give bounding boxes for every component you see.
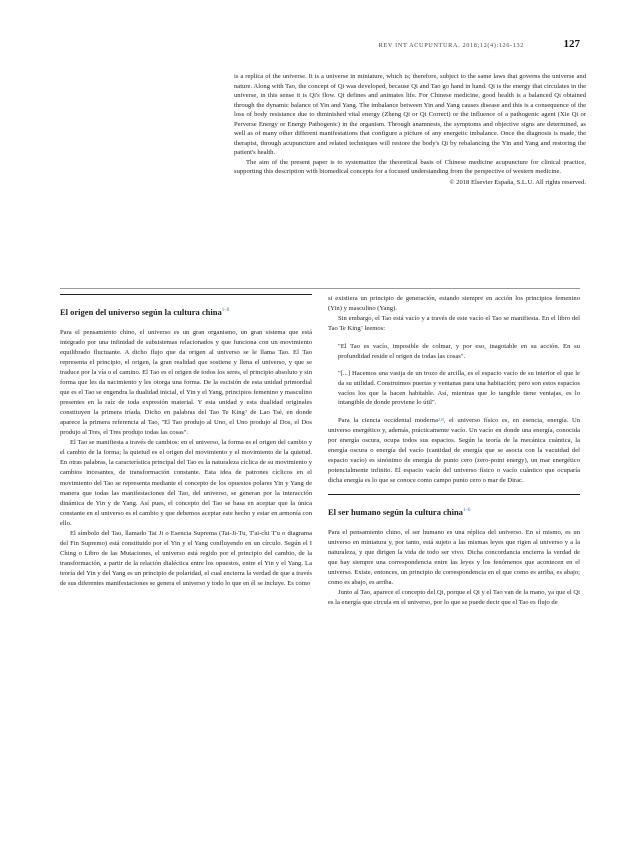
body-paragraph: El símbolo del Tao, llamado Tai Ji o Esencia Suprema (Tai-Ji-Tu, T'ai-chi T'u o diagrama del Fin Supremo) está constituido por el Yin y el Yang confluyendo en un círculo. Según el I Ching o Libro de las Mutaciones, el universo está regido por el principio del cambio, de la transformación, a partir de la relación dialéctica entre los opuestos, entre el Yin y el Yang. La teoría del Yin y del Yang es un principio de polaridad, el cual encierra la verdad de que a través de sus diferentes manifestaciones se genera el universo y todo lo que en él se incluye. Es como <box>60 529 312 587</box>
journal-citation: REV INT ACUPUNTURA. 2018;12(4):126-132 <box>378 42 524 49</box>
body-paragraph: Para la ciencia occidental moderna$^{2,8}$, el universo físico es, en esencia, energía. Un universo energético y, además, prácticamente vacío. Un vacío en donde una energía, conocida por energía oscura, ocupa todos sus espacios. Según la teoría de la mecánica cuántica, la energía oscura o energía del vacío (cantidad de energía que se asocia con la vacuidad del espacio vacío) es sinónimo de energía de punto cero (zero-point energy), un mar energético potencialmente infinito. El espacio vacío del universo físico o vacío cuántico que ocuparía dicha energía es lo que se conoce como campo punto cero o mar de Dirac. <box>328 416 581 485</box>
section-divider <box>60 288 580 289</box>
citation-link[interactable]: 2,8 <box>437 416 444 422</box>
body-paragraph: Para el pensamiento chino, el ser humano es una réplica del universo. En sí mismo, es un universo en miniatura y, por tanto, está sujeto a las mismas leyes que rigen al universo y a la naturaleza, y que dirigen la vida de todo ser vivo. Dicha concordancia encierra la verdad de que hay siempre una correspondencia entre las leyes y los fenómenos que acontecen en el universo. Existe, entonces, un principio de correspondencia en el que como es arriba, es abajo; como es abajo, es arriba. <box>328 528 580 587</box>
abstract-paragraph: The aim of the present paper is to systematize the theoretical basis of Chinese medicine acupuncture for clinical practice, supporting this description with biomedical concepts for a focused understanding from the perspective of western medicine. <box>234 158 586 175</box>
block-quote: "El Tao es vacío, imposible de colmar, y por eso, inagotable en su acción. En su profundidad reside el origen de todas las cosas". <box>338 343 580 360</box>
page-number: 127 <box>563 38 580 50</box>
right-column <box>328 294 580 608</box>
left-column <box>60 294 312 589</box>
abstract-paragraph: is a replica of the universe. It is a universe in miniature, which is; therefore, subject to the same laws that governs the universe and nature. Along with Tao, the concept of Qi was developed, because Qi and Tao go hand in hand. Qi is the energy that circulates in the universe, in this sense it is Qi's flow. Qi defines and animates life. For Chinese medicine, good health is a balanced Qi obtained through the dynamic balance of Yin and Yang. The imbalance between Yin and Yang causes disease and this is a consequence of the loss of body resistance due to diminished vital energy (Zheng Qi or Qi Correct) or the influence of a pathogenic agent (Xie Qi or Perverse Energy or Energy Pathogenic) in the organism. Through anamnesis, the symptoms and objective signs are determined, as well as of many other different manifestations that configure a picture of any energetic imbalance. Once the diagnosis is made, the therapist, through acupuncture and related techniques will restore the body's Qi by rebalancing the Yin and Yang and restoring the patient's health. <box>234 73 586 156</box>
abstract-english <box>234 72 586 187</box>
body-paragraph: Junto al Tao, aparece el concepto del Qi, porque el Qi y el Tao van de la mano, ya que el Qi es la energía que circula en el universo, por lo que se puede decir que el Tao es flujo de <box>328 589 580 607</box>
copyright-notice: © 2018 Elsevier España, S.L.U. All rights reserved. <box>449 178 586 186</box>
body-paragraph: Sin embargo, el Tao está vacío y a través de este vacío el Tao se manifiesta. En el libro del Tao Te King$^7$ leemos: <box>328 315 580 333</box>
block-quote: "[...] Hacemos una vasija de un trozo de arcilla, es el espacio vacío de su interior el que le da su utilidad. Construimos puertas y ventanas para una habitación; pero son estos espacios vacíos los que la hacen habitable. Así, mientras que lo tangible tiene ventajas, es lo intangible de donde proviene lo útil". <box>338 370 580 407</box>
heading-reference[interactable]: 1–6 <box>221 308 230 313</box>
citation-link[interactable]: 7 <box>360 325 363 331</box>
citation-link[interactable]: 7 <box>244 409 248 415</box>
heading-reference[interactable]: 1–6 <box>462 508 471 514</box>
body-paragraph: si existiera un principio de generación, estando siempre en acción los principios femenino (Yin) y masculino (Yang). <box>328 295 580 313</box>
running-header <box>60 40 580 54</box>
body-paragraph: Para el pensamiento chino, el universo es un gran organismo, un gran sistema que está integrado por una infinidad de subsistemas relacionados y que funciona con un movimiento equilibrado fluctuante. A dicho flujo que da origen al universo se le llama Tao. El Tao representa el principio, el origen, la gran realidad que sostiene y llena el universo, y que se traduce por la vía o el camino. El Tao es el origen de todos los seres, el principio absoluto y sin forma que les da nacimiento y les otorga una forma. De la escisión de esta unidad primordial que es el Tao se engendra la dualidad inicial, el Yin y el Yang, principios femenino y masculino presentes en la raíz de toda expresión material. Y esta unidad y esta dualidad originales constituyen la primera tríada. Dicho en palabras del Tao Te King$^7$ de Lao Tsé, en donde aparece la primera referencia al Tao, "El Tao produjo al Uno, el Uno produjo al Dos, el Dos produjo al Tres, el Tres produjo todas las cosas". <box>60 328 312 437</box>
section-heading: El ser humano según la cultura china$^{1-6}$ <box>328 494 580 518</box>
body-paragraph: El Tao se manifiesta a través de cambios: en el universo, la forma es el origen del cambio y el cambio de la forma; la quietud es el origen del movimiento y el movimiento de la quietud. En otras palabras, la característica principal del Tao es la naturaleza cíclica de su movimiento y cambios incesantes, de transformación constante. Esta idea de patrones cíclicos en el movimiento del Tao se representa mediante el concepto de los opuestos polares Yin y Yang de manera que todas las manifestaciones del Tao, del universo, se generan por la interacción dinámica de Yin y de Yang. Así pues, el concepto del Tao se basa en aceptar que la única constante en el universo es el cambio y que debemos aceptar este hecho y estar en armonía con ello. <box>60 439 312 527</box>
section-heading: El origen del universo según la cultura china$^{1-6}$ <box>60 294 312 318</box>
